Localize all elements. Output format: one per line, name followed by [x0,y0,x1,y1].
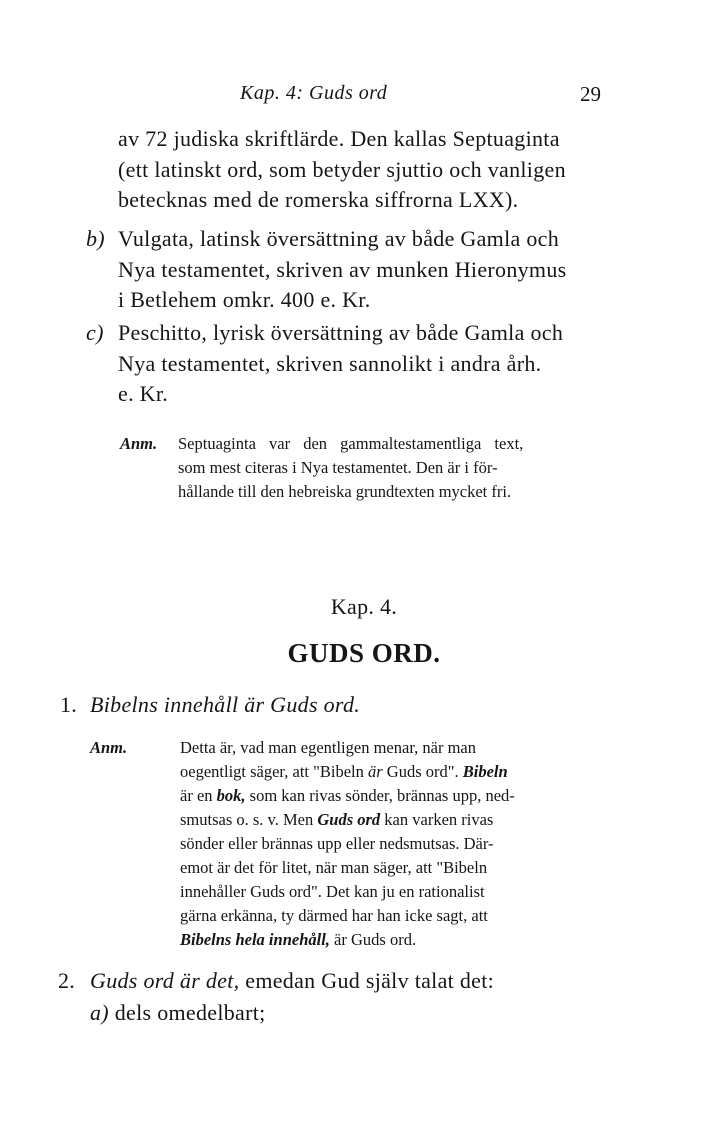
section2-title: Guds ord är det, emedan Gud själv talat det: [90,968,495,993]
list-item-line: e. Kr. [118,381,169,406]
note-line: Septuaginta var den gammaltestamentliga text, [178,434,524,453]
note2-text [180,736,610,952]
note1-text [178,432,610,504]
note2-label: Anm. [90,738,128,757]
note-line: oegentligt säger, att "Bibeln är Guds ord". Bibeln [180,762,508,781]
running-title: Kap. 4: Guds ord [240,82,388,104]
section2-item-a: a) dels omedelbart; [90,1000,266,1025]
list-item-line: Peschitto, lyrisk översättning av både Gamla och [118,320,564,345]
note-line: gärna erkänna, ty därmed har han icke sagt, att [180,906,488,925]
list-item-label-c: c) [86,320,104,345]
intro-line: av 72 judiska skriftlärde. Den kallas Septuaginta [118,126,560,151]
section1-number: 1. [60,692,78,717]
note-line: sönder eller brännas upp eller nedsmutsas. Där- [180,834,494,853]
note-line: Detta är, vad man egentligen menar, när man [180,738,477,757]
chapter-heading: GUDS ORD. [287,638,441,668]
intro-line: (ett latinskt ord, som betyder sjuttio och vanligen [118,156,566,182]
note-line: smutsas o. s. v. Men Guds ord kan varken rivas [180,810,494,829]
section2-number: 2. [58,968,76,993]
note-line: emot är det för litet, när man säger, att "Bibeln [180,858,488,877]
running-header [0,82,728,112]
list-item-line: Nya testamentet, skriven sannolikt i andra årh. [118,350,542,376]
page-number: 29 [580,82,601,106]
note-line: är en bok, som kan rivas sönder, brännas upp, ned- [180,786,515,805]
section1-title: Bibelns innehåll är Guds ord. [90,692,361,717]
list-item-line: Vulgata, latinsk översättning av både Gamla och [118,226,560,251]
list-item-label-b: b) [86,226,105,251]
chapter-number: Kap. 4. [330,594,398,619]
note1-label: Anm. [120,434,158,453]
note-line: som mest citeras i Nya testamentet. Den är i för- [178,458,498,477]
list-item-c [118,318,616,410]
list-item-b [118,224,616,316]
note-line: hållande till den hebreiska grundtexten mycket fri. [178,482,512,501]
note-line: Bibelns hela innehåll, är Guds ord. [180,930,417,949]
list-item-line: Nya testamentet, skriven av munken Hieronymus [118,256,567,282]
note-line: innehåller Guds ord". Det kan ju en rationalist [180,882,485,901]
intro-line: betecknas med de romerska siffrorna LXX). [118,187,519,212]
intro-paragraph [118,124,616,216]
list-item-line: i Betlehem omkr. 400 e. Kr. [118,287,371,312]
